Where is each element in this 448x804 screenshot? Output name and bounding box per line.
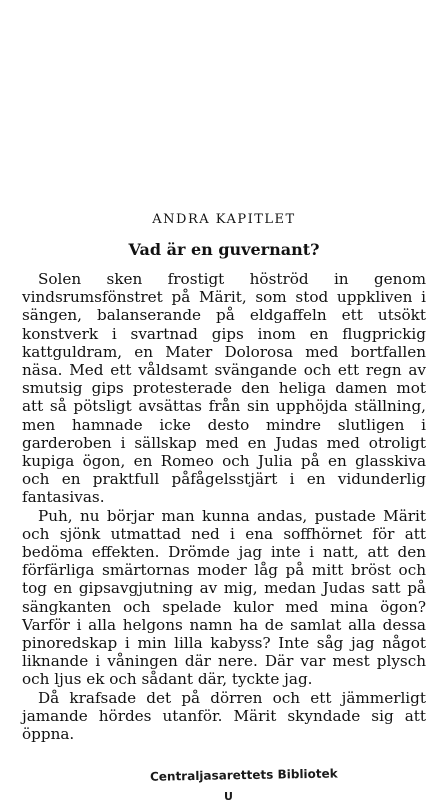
paragraph-2: Puh, nu börjar man kunna andas, pustade Märit och sjönk utmattad ned i ena soffhörnet för att bedöma effekten. Drömde jag inte i natt, att den förfärliga smärtornas moder låg på mitt bröst och tog en gipsavgjutning av mig, medan Judas satt på sängkanten och spelade kulor med mina ögon? Varför i alla helgons namn ha de samlat alla dessa pinoredskap i min lilla kabyss? Inte såg jag något liknande i våningen där nere. Där var mest plysch och ljus ek och sådant där, tyckte jag.	[22, 506, 426, 689]
chapter-label: ANDRA KAPITLET	[152, 212, 296, 227]
chapter-title: Vad är en guvernant?	[128, 240, 320, 259]
body-text	[22, 270, 426, 743]
library-stamp-second-line: U	[224, 790, 233, 803]
paragraph-1: Solen sken frostigt höströd in genom vindsrumsfönstret på Märit, som stod uppkliven i sängen, balanserande på eldgaffeln ett utsökt konstverk i svartnad gips inom en flugprickig kattguldram, en Mater Dolorosa med bortfallen näsa. Med ett våldsamt svängande och ett regn av smutsig gips protesterade den heliga damen mot att så pötsligt avsättas från sin upphöjda ställning, men hamnade icke desto mindre slutligen i garderoben i sällskap med en Judas med otroligt kupiga ögon, en Romeo och Julia på en glasskiva och en praktfull påfågelsstjärt i en vidunderlig fantasivas.	[22, 270, 426, 507]
paragraph-3: Då krafsade det på dörren och ett jämmerligt jamande hördes utanför. Märit skyndade sig att öppna.	[22, 688, 426, 744]
library-stamp: Centraljasarettets Bibliotek	[149, 766, 338, 784]
